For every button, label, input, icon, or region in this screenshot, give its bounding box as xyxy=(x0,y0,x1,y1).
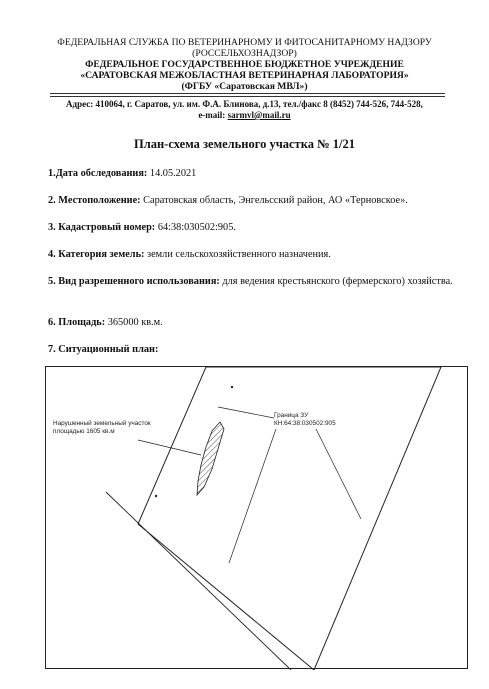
item-area xyxy=(48,316,458,329)
item-value: Саратовская область, Энгельсский район, АО «Терновское». xyxy=(140,195,408,206)
header-agency: ФЕДЕРАЛЬНАЯ СЛУЖБА ПО ВЕТЕРИНАРНОМУ И ФИТОСАНИТАРНОМУ НАДЗОРУ xyxy=(57,37,432,48)
road-line xyxy=(106,492,291,670)
boundary-label-line1: Граница ЗУ xyxy=(274,412,309,419)
item-cadastral xyxy=(48,221,458,234)
header-institution-type: ФЕДЕРАЛЬНОЕ ГОСУДАРСТВЕННОЕ БЮДЖЕТНОЕ УЧРЕЖДЕНИЕ xyxy=(85,59,404,70)
boundary-label-line2: КН:64:38:030502:905 xyxy=(274,420,336,427)
header-address: Адрес: 410064, г. Саратов, ул. им. Ф.А. Блинова, д.13, тел./факс 8 (8452) 744-526, 744-528, xyxy=(66,99,423,109)
disturbed-area-label: Нарушенный земельный участок площадью 1605 кв.м xyxy=(53,420,151,435)
item-label: 4. Категория земель: xyxy=(48,249,145,260)
situational-plan-map xyxy=(46,367,469,670)
item-label: 7. Ситуационный план: xyxy=(48,344,159,355)
disturbed-area-shape xyxy=(197,422,224,495)
item-situational-plan xyxy=(48,343,458,356)
header-institution-abbr: (ФГБУ «Саратовская МВЛ») xyxy=(181,81,308,92)
boundary-leader-mid xyxy=(229,429,276,563)
page-title: План-схема земельного участка № 1/21 xyxy=(133,137,355,151)
marker-dot xyxy=(155,495,157,497)
boundary-leader-left xyxy=(218,407,274,418)
item-label: 6. Площадь: xyxy=(48,317,106,328)
header-agency-abbr: (РОССЕЛЬХОЗНАДЗОР) xyxy=(192,48,297,59)
marker-dot xyxy=(231,386,233,388)
item-label: 5. Вид разрешенного использования: xyxy=(48,276,220,287)
disturbed-leader xyxy=(138,440,201,455)
header-email-line xyxy=(0,110,489,121)
item-location xyxy=(48,194,458,207)
item-land-category xyxy=(48,248,458,261)
item-value: 14.05.2021 xyxy=(147,168,197,179)
item-value: 365000 кв.м. xyxy=(105,317,163,328)
item-value: для ведения крестьянского (фермерского) хозяйства. xyxy=(219,276,453,287)
email-label: e-mail: xyxy=(198,110,228,120)
item-label: 3. Кадастровый номер: xyxy=(48,222,156,233)
header-institution-name: «САРАТОВСКАЯ МЕЖОБЛАСТНАЯ ВЕТЕРИНАРНАЯ ЛАБОРАТОРИЯ» xyxy=(80,70,409,81)
header-divider xyxy=(50,93,445,97)
item-value: земли сельскохозяйственного назначения. xyxy=(144,249,331,260)
item-label: 1.Дата обследования: xyxy=(48,168,148,179)
item-date xyxy=(48,167,458,180)
item-value: 64:38:030502:905. xyxy=(155,222,236,233)
item-label: 2. Местоположение: xyxy=(48,195,141,206)
email-link[interactable]: sarmvl@mail.ru xyxy=(227,110,291,120)
situational-plan-frame xyxy=(45,366,468,669)
item-permitted-use xyxy=(48,275,458,288)
boundary-leader-right xyxy=(316,429,361,519)
